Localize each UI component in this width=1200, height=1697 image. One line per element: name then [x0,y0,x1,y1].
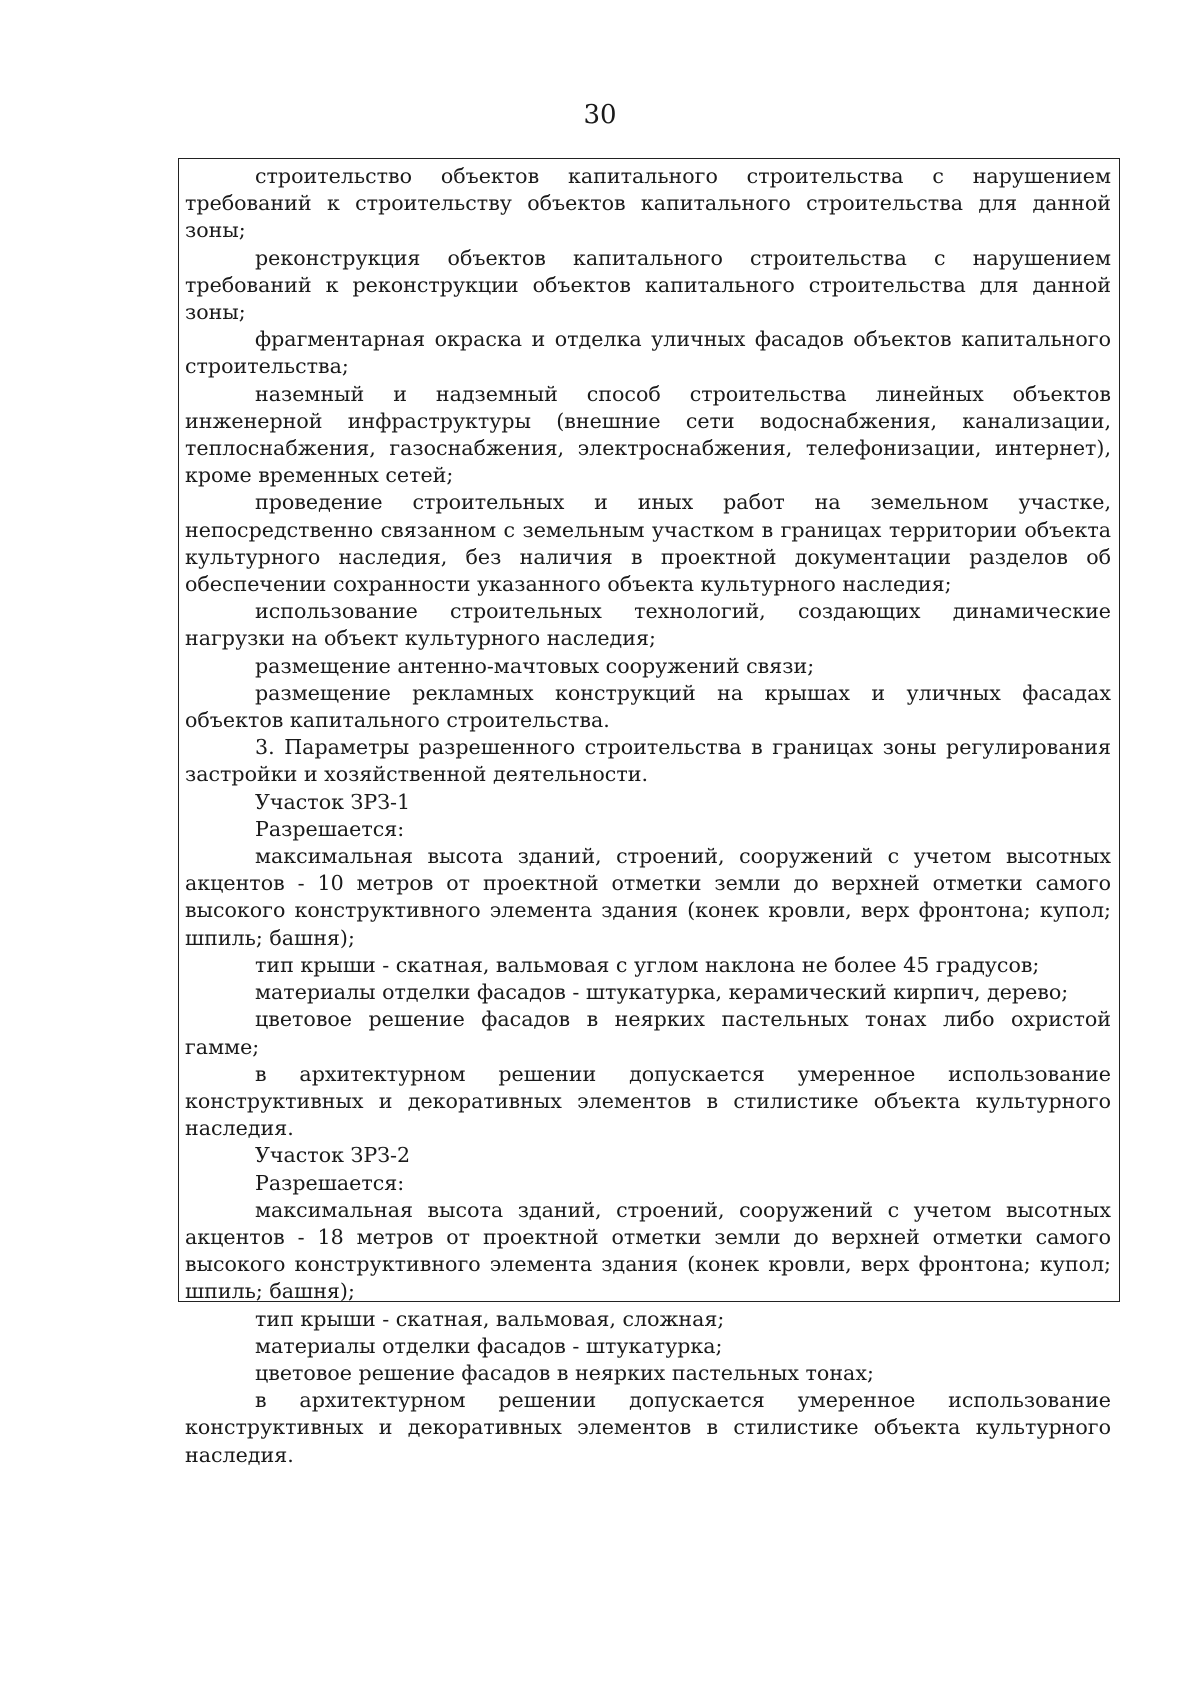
paragraph: тип крыши - скатная, вальмовая с углом наклона не более 45 градусов; [255,952,1040,977]
paragraph: тип крыши - скатная, вальмовая, сложная; [255,1306,725,1331]
subsection-title: Участок ЗРЗ-1 [255,789,411,814]
paragraph: размещение рекламных конструкций на крышах и уличных фасадах объектов капитального строительства. [185,680,1111,733]
section-heading: 3. Параметры разрешенного строительства в границах зоны регулирования застройки и хозяйственной деятельности. [185,735,1111,787]
paragraph: в архитектурном решении допускается умеренное использование конструктивных и декоративных элементов в стилистике объекта культурного наследия. [185,1388,1111,1467]
paragraph: материалы отделки фасадов - штукатурка; [255,1333,723,1358]
paragraph: фрагментарная окраска и отделка уличных фасадов объектов капитального строительства; [185,327,1111,379]
paragraph: цветовое решение фасадов в неярких пастельных тонах; [255,1360,874,1385]
permitted-label: Разрешается: [255,816,405,841]
paragraph: реконструкция объектов капитального строительства с нарушением требований к реконструкции объектов капитального строительства для данной зоны; [185,245,1111,325]
paragraph: строительство объектов капитального строительства с нарушением требований к строительству объектов капитального строительства для данной зоны; [185,164,1111,243]
paragraph: размещение антенно-мачтовых сооружений связи; [255,653,815,678]
page-number: 30 [583,100,617,130]
paragraph: использование строительных технологий, создающих динамические нагрузки на объект культурного наследия; [185,599,1111,651]
paragraph: в архитектурном решении допускается умеренное использование конструктивных и декоративных элементов в стилистике объекта культурного наследия. [185,1061,1111,1141]
paragraph: материалы отделки фасадов - штукатурка, керамический кирпич, дерево; [255,980,1069,1005]
subsection-title: Участок ЗРЗ-2 [255,1143,411,1168]
paragraph: максимальная высота зданий, строений, сооружений с учетом высотных акцентов - 10 метров от проектной отметки земли до верхней отметки самого высокого конструктивного элемента здания (конек кровли, верх фронтона; купол; шпиль; башня); [185,844,1111,950]
permitted-label: Разрешается: [255,1170,405,1195]
paragraph: наземный и надземный способ строительства линейных объектов инженерной инфраструктуры (внешние сети водоснабжения, канализации, теплоснабжения, газоснабжения, электроснабжения, телефонизации, интернет), кроме временных сетей; [185,381,1111,488]
paragraph: проведение строительных и иных работ на земельном участке, непосредственно связанном с земельным участком в границах территории объекта культурного наследия, без наличия в проектной документации разделов об обеспечении сохранности указанного объекта культурного наследия; [185,490,1111,597]
paragraph: максимальная высота зданий, строений, сооружений с учетом высотных акцентов - 18 метров от проектной отметки земли до верхней отметки самого высокого конструктивного элемента здания (конек кровли, верх фронтона; купол; шпиль; башня); [185,1197,1111,1304]
paragraph: цветовое решение фасадов в неярких пастельных тонах либо охристой гамме; [185,1007,1111,1059]
document-text-box [178,158,1120,1467]
